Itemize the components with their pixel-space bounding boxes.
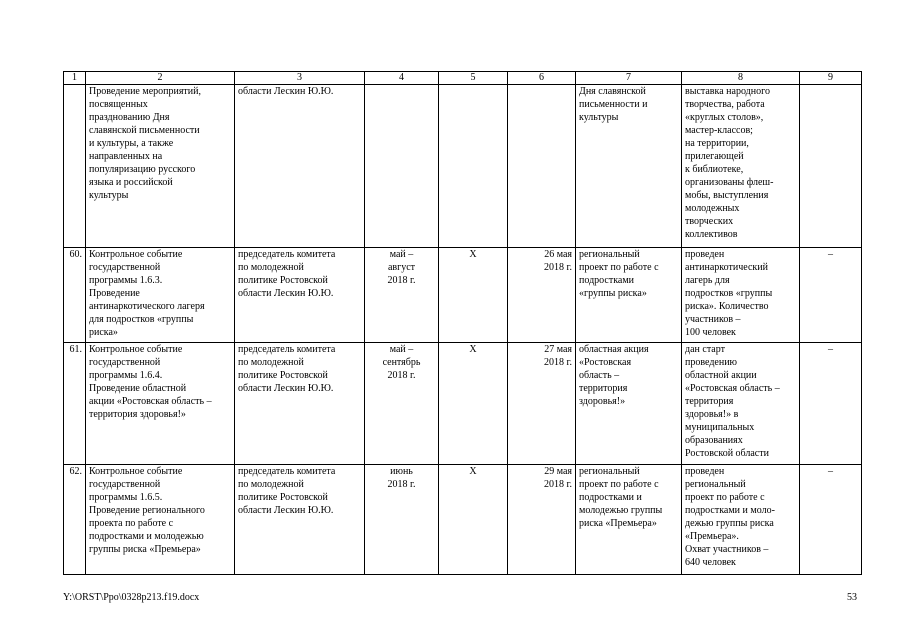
mark-cell: Х: [439, 248, 508, 343]
row-number: 61.: [64, 343, 86, 465]
result-cell: Дня славянской письменности и культуры: [576, 85, 682, 248]
mark-cell: [439, 85, 508, 248]
mark-cell: Х: [439, 343, 508, 465]
header-cell: 7: [576, 72, 682, 85]
period-cell: май – сентябрь 2018 г.: [365, 343, 439, 465]
responsible-cell: председатель комитета по молодежной политике Ростовской области Лескин Ю.Ю.: [235, 248, 365, 343]
date-cell: 29 мая 2018 г.: [508, 465, 576, 575]
event-cell: Контрольное событие государственной программы 1.6.5. Проведение регионального проекта по работе с подростками и молодежью группы риска «Премьера»: [86, 465, 235, 575]
responsible-cell: председатель комитета по молодежной политике Ростовской области Лескин Ю.Ю.: [235, 343, 365, 465]
actual-cell: проведен региональный проект по работе с подростками и моло- дежью группы риска «Премьера». Охват участников – 640 человек: [682, 465, 800, 575]
note-cell: –: [800, 465, 862, 575]
row-number: 62.: [64, 465, 86, 575]
header-cell: 6: [508, 72, 576, 85]
date-cell: 27 мая 2018 г.: [508, 343, 576, 465]
actual-cell: дан старт проведению областной акции «Ростовская область – территория здоровья!» в муниципальных образованиях Ростовской области: [682, 343, 800, 465]
note-cell: –: [800, 343, 862, 465]
period-cell: май – август 2018 г.: [365, 248, 439, 343]
event-cell: Контрольное событие государственной программы 1.6.3. Проведение антинаркотического лагеря для подростков «группы риска»: [86, 248, 235, 343]
header-cell: 2: [86, 72, 235, 85]
date-cell: 26 мая 2018 г.: [508, 248, 576, 343]
actual-cell: выставка народного творчества, работа «круглых столов», мастер-классов; на территории, прилегающей к библиотеке, организованы флеш- мобы, выступления молодежных творческих коллективов: [682, 85, 800, 248]
period-cell: июнь 2018 г.: [365, 465, 439, 575]
responsible-cell: области Лескин Ю.Ю.: [235, 85, 365, 248]
table-row: [64, 85, 862, 248]
header-cell: 4: [365, 72, 439, 85]
result-cell: областная акция «Ростовская область – территория здоровья!»: [576, 343, 682, 465]
header-cell: 3: [235, 72, 365, 85]
row-number: 60.: [64, 248, 86, 343]
event-cell: Контрольное событие государственной программы 1.6.4. Проведение областной акции «Ростовская область – территория здоровья!»: [86, 343, 235, 465]
table-row: [64, 248, 862, 343]
table-row: [64, 465, 862, 575]
page-number: 53: [847, 592, 857, 603]
note-cell: [800, 85, 862, 248]
responsible-cell: председатель комитета по молодежной политике Ростовской области Лескин Ю.Ю.: [235, 465, 365, 575]
date-cell: [508, 85, 576, 248]
header-cell: 5: [439, 72, 508, 85]
event-cell: Проведение мероприятий, посвященных празднованию Дня славянской письменности и культуры, а также направленных на популяризацию русского языка и российской культуры: [86, 85, 235, 248]
footer-file-path: Y:\ORST\Ppo\0328p213.f19.docx: [63, 592, 200, 603]
header-cell: 8: [682, 72, 800, 85]
header-cell: 9: [800, 72, 862, 85]
mark-cell: Х: [439, 465, 508, 575]
table-row: [64, 343, 862, 465]
header-cell: 1: [64, 72, 86, 85]
actual-cell: проведен антинаркотический лагерь для подростков «группы риска». Количество участников – 100 человек: [682, 248, 800, 343]
note-cell: –: [800, 248, 862, 343]
table-header-row: [64, 72, 862, 85]
events-table: [63, 71, 862, 575]
result-cell: региональный проект по работе с подростками и молодежью группы риска «Премьера»: [576, 465, 682, 575]
row-number: [64, 85, 86, 248]
result-cell: региональный проект по работе с подростками «группы риска»: [576, 248, 682, 343]
period-cell: [365, 85, 439, 248]
